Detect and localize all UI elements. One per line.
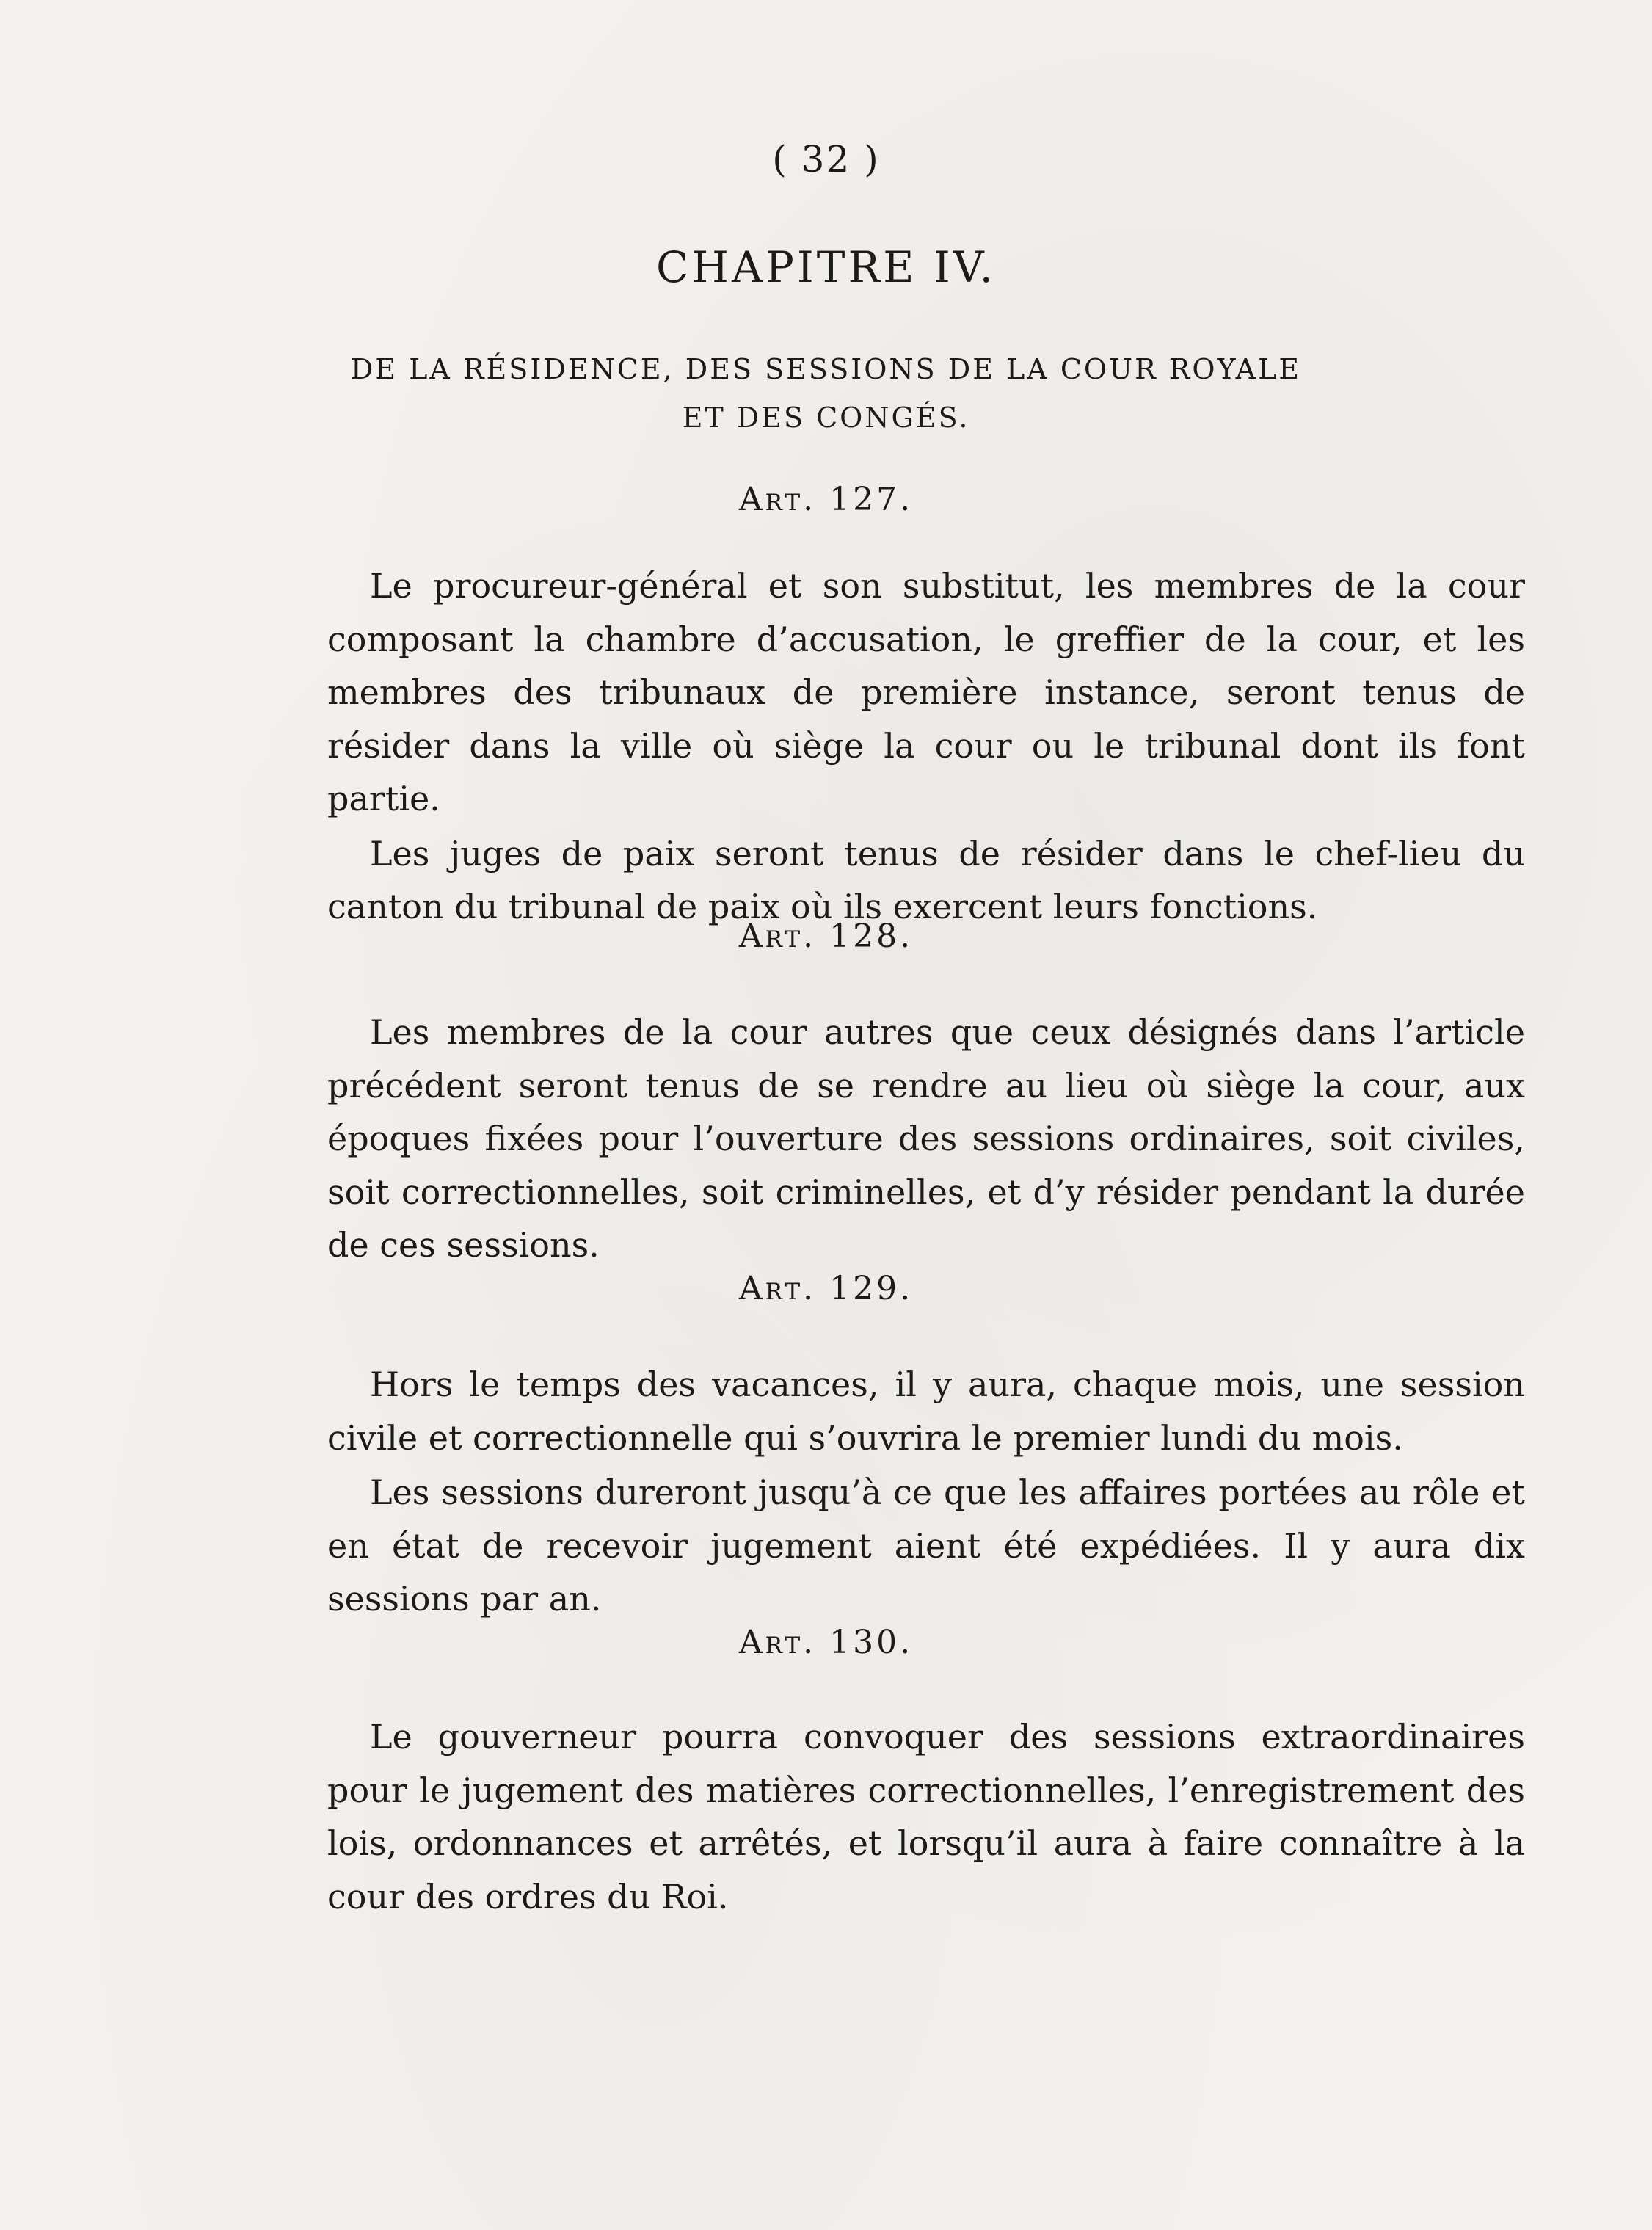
paragraph: Le gouverneur pourra convoquer des sessions extraordinaires pour le jugement des matières correctionnelles, l’enregistrement des lois, ordonnances et arrêtés, et lorsqu’il aura à faire connaître à la cour des ordres du Roi. xyxy=(327,1717,1525,1917)
paragraph: Le procureur-général et son substitut, les membres de la cour composant la chambre d’accusation, le greffier de la cour, et les membres des tribunaux de première instance, seront tenus de résider dans la ville où siège la cour ou le tribunal dont ils font partie. xyxy=(327,566,1525,818)
article-label: Art. xyxy=(738,481,817,518)
article-number: 128. xyxy=(829,918,914,955)
paragraph: Les membres de la cour autres que ceux désignés dans l’article précédent seront tenus de se rendre au lieu où siège la cour, aux époques fixées pour l’ouverture des sessions ordinaires, soit civiles, soit correctionnelles, soit criminelles, et d’y résider pendant la durée de ces sessions. xyxy=(327,1012,1525,1265)
article-label: Art. xyxy=(738,918,817,955)
chapter-subtitle xyxy=(0,345,1652,442)
article-number: 127. xyxy=(829,481,914,518)
article-127-heading xyxy=(0,481,1652,518)
article-number: 129. xyxy=(829,1270,914,1307)
article-129-text xyxy=(327,1358,1525,1626)
article-130-text xyxy=(327,1710,1525,1923)
page-number: ( 32 ) xyxy=(772,138,880,181)
chapter-title: CHAPITRE IV. xyxy=(655,242,996,292)
chapter-subtitle-line-1: DE LA RÉSIDENCE, DES SESSIONS DE LA COUR ROYALE xyxy=(350,353,1302,385)
article-number: 130. xyxy=(829,1624,914,1661)
article-129-heading xyxy=(0,1270,1652,1307)
article-127-text xyxy=(327,559,1525,934)
article-128-text xyxy=(327,1006,1525,1272)
article-label: Art. xyxy=(738,1624,817,1661)
paragraph: Hors le temps des vacances, il y aura, chaque mois, une session civile et correctionnelle qui s’ouvrira le premier lundi du mois. xyxy=(327,1365,1525,1458)
chapter-subtitle-line-2: ET DES CONGÉS. xyxy=(682,402,970,434)
paragraph: Les sessions dureront jusqu’à ce que les affaires portées au rôle et en état de recevoir jugement aient été expédiées. Il y aura dix sessions par an. xyxy=(327,1472,1525,1619)
paragraph: Les juges de paix seront tenus de résider dans le chef-lieu du canton du tribunal de paix où ils exercent leurs fonctions. xyxy=(327,833,1525,926)
article-128-heading xyxy=(0,918,1652,955)
article-label: Art. xyxy=(738,1270,817,1307)
article-130-heading xyxy=(0,1624,1652,1661)
